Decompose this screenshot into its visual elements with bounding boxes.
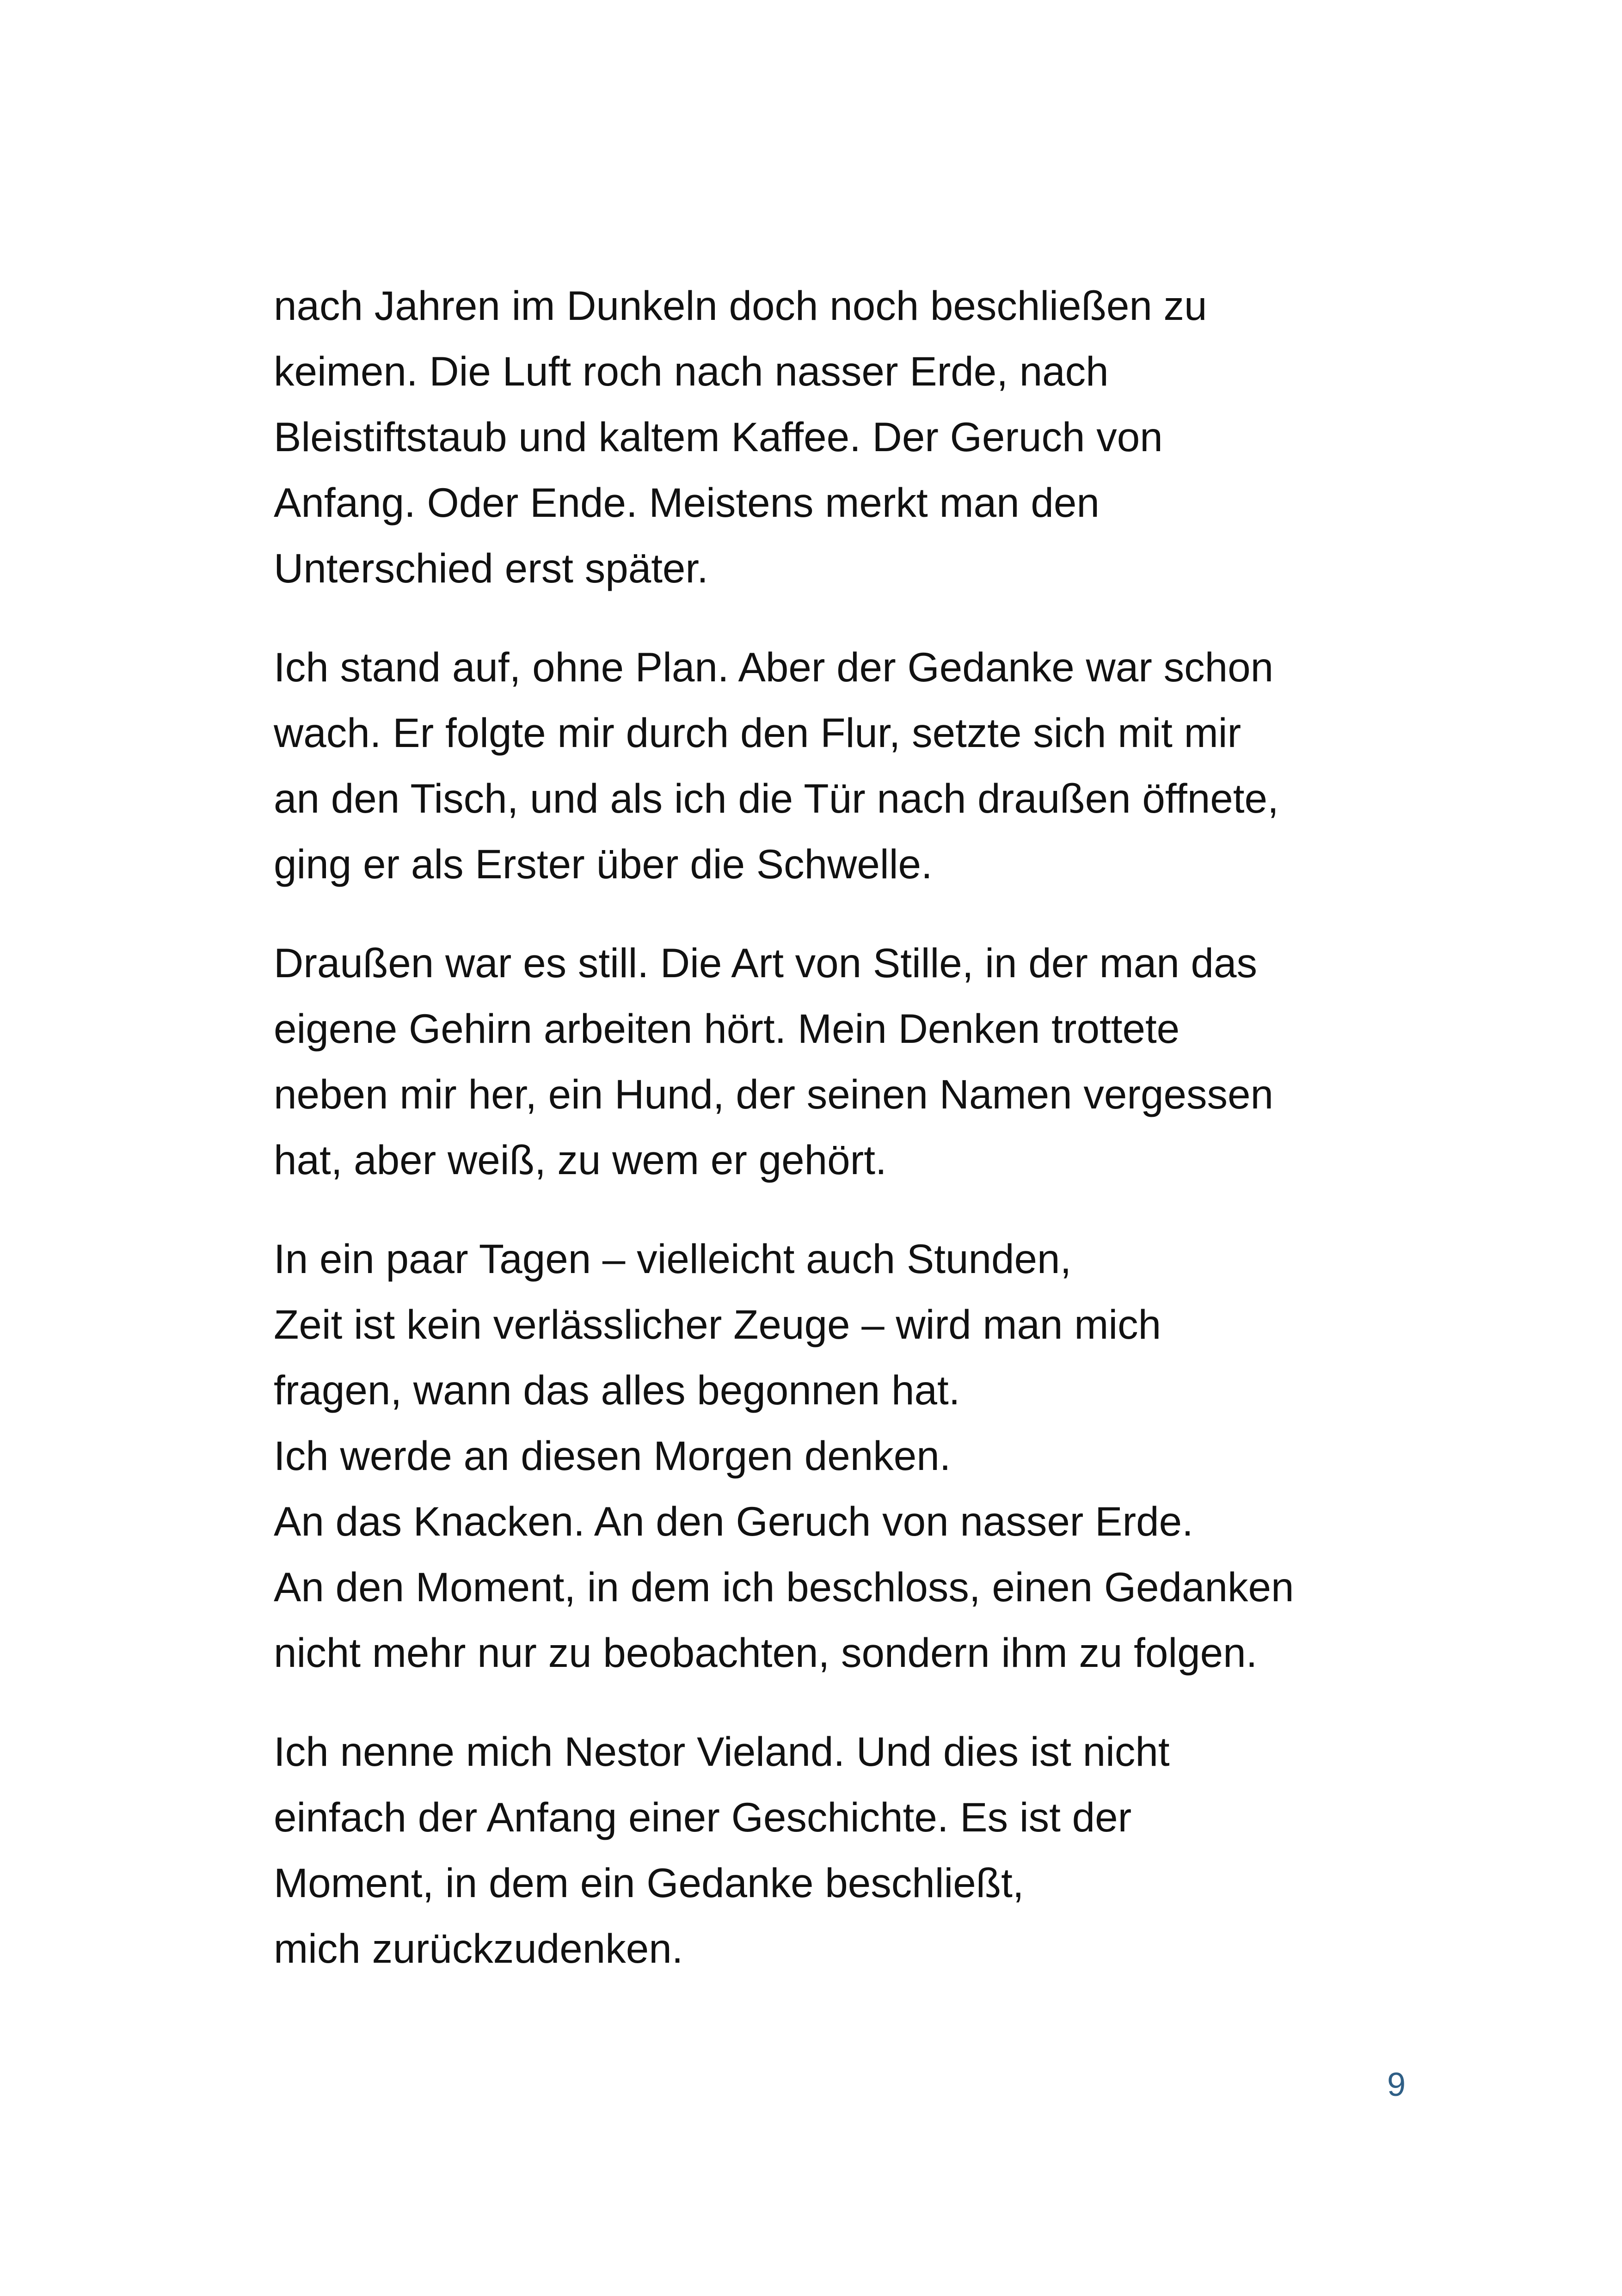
text-line: wach. Er folgte mir durch den Flur, setzte sich mit mir [274, 710, 1241, 756]
page-number: 9 [1387, 2066, 1406, 2103]
text-line: Ich nenne mich Nestor Vieland. Und dies ist nicht [274, 1728, 1170, 1775]
text-line: einfach der Anfang einer Geschichte. Es ist der [274, 1794, 1132, 1840]
text-line: Anfang. Oder Ende. Meistens merkt man den [274, 479, 1100, 526]
text-line: An das Knacken. An den Geruch von nasser Erde. [274, 1498, 1193, 1544]
text-line: eigene Gehirn arbeiten hört. Mein Denken trottete [274, 1005, 1180, 1052]
text-line: an den Tisch, und als ich die Tür nach draußen öffnete, [274, 775, 1279, 821]
paragraph-5 [274, 1719, 1457, 1981]
paragraph-2 [274, 634, 1457, 897]
text-line: hat, aber weiß, zu wem er gehört. [274, 1137, 887, 1183]
text-line: Ich werde an diesen Morgen denken. [274, 1433, 951, 1479]
body-text [274, 273, 1457, 2014]
text-line: fragen, wann das alles begonnen hat. [274, 1367, 960, 1413]
paragraph-3 [274, 930, 1457, 1193]
text-line: nach Jahren im Dunkeln doch noch beschließen zu [274, 282, 1207, 329]
text-line: nicht mehr nur zu beobachten, sondern ihm zu folgen. [274, 1629, 1258, 1676]
text-line: Zeit ist kein verlässlicher Zeuge – wird man mich [274, 1301, 1161, 1347]
text-line: ging er als Erster über die Schwelle. [274, 841, 933, 887]
text-line: neben mir her, ein Hund, der seinen Namen vergessen [274, 1071, 1273, 1117]
text-line: An den Moment, in dem ich beschloss, einen Gedanken [274, 1564, 1294, 1610]
paragraph-1 [274, 273, 1457, 601]
text-line: Draußen war es still. Die Art von Stille, in der man das [274, 940, 1257, 986]
text-line: mich zurückzudenken. [274, 1925, 683, 1971]
text-line: Bleistiftstaub und kaltem Kaffee. Der Geruch von [274, 414, 1163, 460]
text-line: In ein paar Tagen – vielleicht auch Stunden, [274, 1236, 1072, 1282]
text-line: keimen. Die Luft roch nach nasser Erde, nach [274, 348, 1109, 394]
text-line: Moment, in dem ein Gedanke beschließt, [274, 1860, 1024, 1906]
paragraph-4 [274, 1226, 1457, 1685]
text-line: Ich stand auf, ohne Plan. Aber der Gedanke war schon [274, 644, 1274, 690]
text-line: Unterschied erst später. [274, 545, 708, 591]
